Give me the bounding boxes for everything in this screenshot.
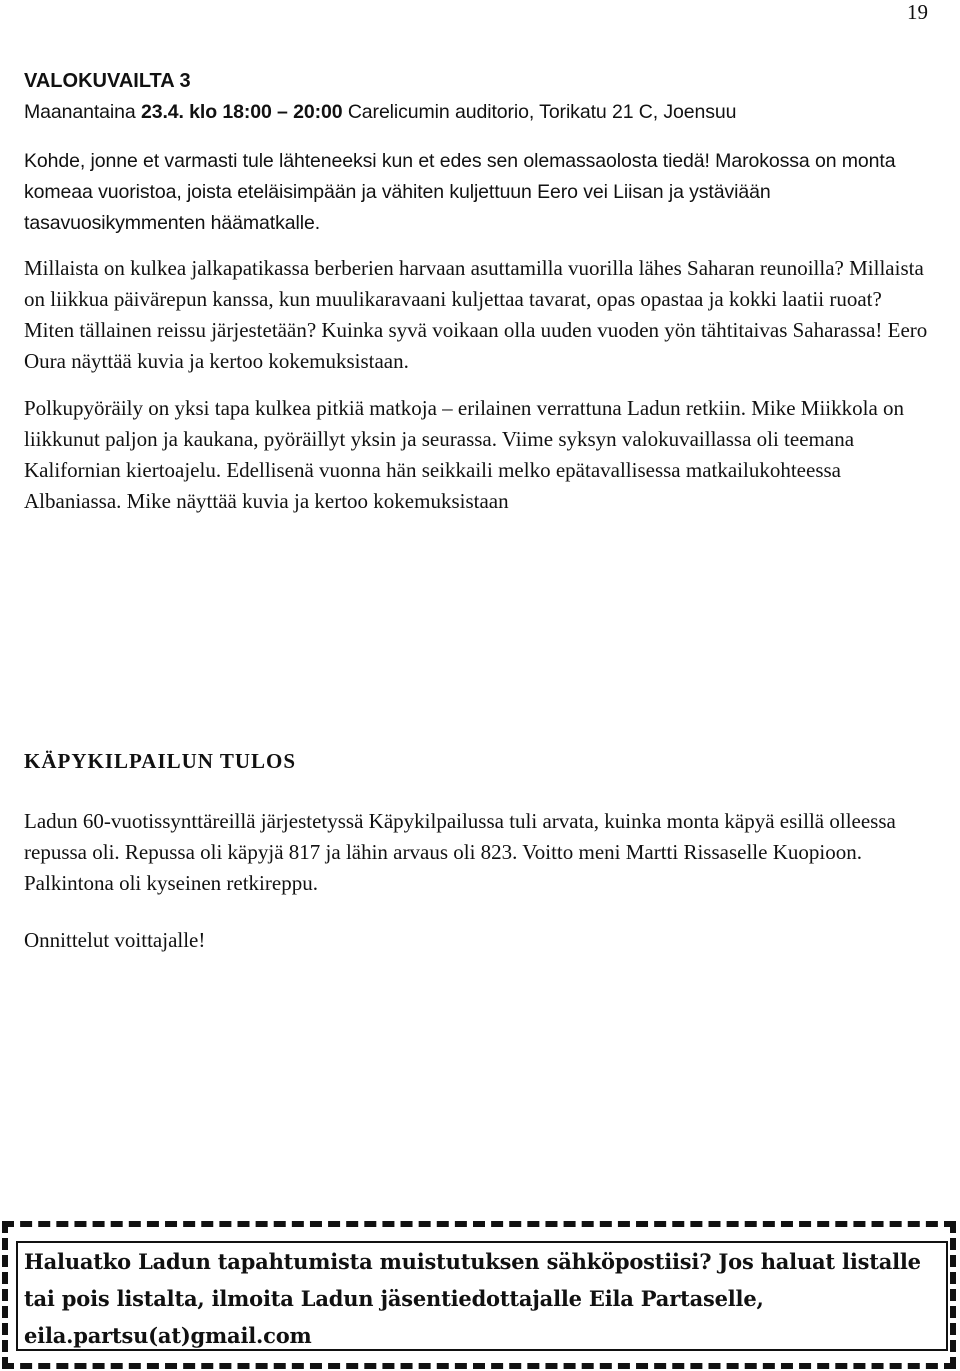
valokuvailta-paragraph-1: Kohde, jonne et varmasti tule lähteneeksi kun et edes sen olemassaolosta tiedä! Marokossa on monta komeaa vuoristoa, joista eteläisimpään ja vähiten kuljettuun Eero vei Liisan ja ystäviään tasavuosikymmenten häämatkalle. (24, 150, 896, 234)
meta-location: Carelicumin auditorio, Torikatu 21 C, Joensuu (342, 101, 737, 123)
kapykilpailu-paragraph-1: Ladun 60-vuotissynttäreillä järjestetyssä Käpykilpailussa tuli arvata, kuinka monta käpyä esillä olleessa repussa oli. Repussa oli käpyjä 817 ja lähin arvaus oli 823. Voitto meni Martti Rissaselle Kuopioon. Palkintona oli kyseinen retkireppu. (24, 809, 896, 895)
kapykilpailu-paragraph-2: Onnittelut voittajalle! (24, 928, 206, 952)
page-number: 19 (907, 0, 928, 24)
valokuvailta-paragraph-3: Polkupyöräily on yksi tapa kulkea pitkiä matkoja – erilainen verrattuna Ladun retkiin. Mike Miikkola on liikkunut paljon ja kaukana, pyöräillyt yksin ja seurassa. Viime syksyn valokuvaillassa oli teemana Kalifornian kiertoajelu. Edellisenä vuonna hän seikkaili melko epätavallisessa matkailukohteessa Albaniassa. Mike näyttää kuvia ja kertoo kokemuksistaan (24, 396, 905, 513)
meta-date: 23.4. klo 18:00 – 20:00 (140, 101, 343, 123)
valokuvailta-meta (24, 97, 936, 128)
valokuvailta-section (24, 66, 936, 517)
kapykilpailu-section (24, 806, 936, 956)
kapykilpailu-title: KÄPYKILPAILUN TULOS (24, 749, 297, 773)
email-notice-box (2, 1221, 956, 1369)
meta-prefix: Maanantaina (24, 101, 141, 123)
notice-text: Haluatko Ladun tapahtumista muistutuksen sähköpostiisi? Jos haluat listalle tai pois listalta, ilmoita Ladun jäsentiedottajalle Eila Partaselle, eila.partsu(at)gmail.com (24, 1249, 921, 1348)
valokuvailta-paragraph-2: Millaista on kulkea jalkapatikassa berberien harvaan asuttamilla vuorilla lähes Saharan reunoilla? Millaista on liikkua päivärepun kanssa, kun muulikaravaani kuljettaa tavarat, opas opastaa ja kokki laatii ruoat? Miten tällainen reissu järjestetään? Kuinka syvä voikaan olla uuden vuoden yön tähtitaivas Saharassa! Eero Oura näyttää kuvia ja kertoo kokemuksistaan. (24, 256, 928, 373)
valokuvailta-title: VALOKUVAILTA 3 (24, 70, 191, 92)
